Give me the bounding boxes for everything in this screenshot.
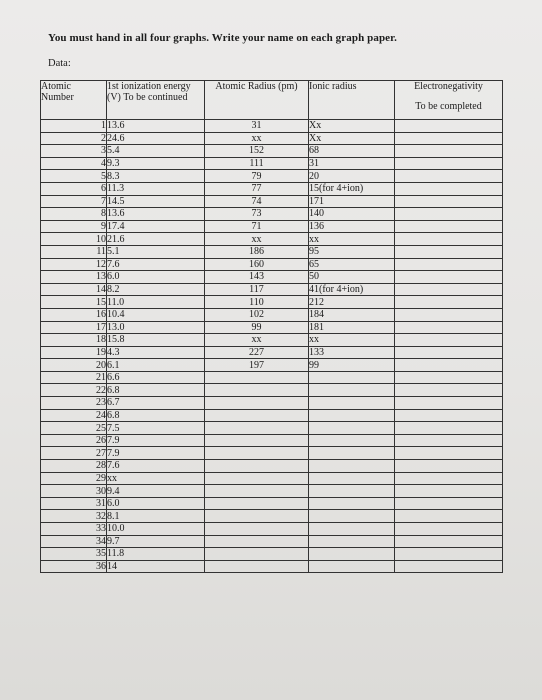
electronegativity-cell [395,245,503,258]
ionization-energy-cell: 6.0 [107,271,205,284]
ionic-radius-cell: 133 [309,346,395,359]
atomic-radius-cell [205,548,309,561]
atomic-radius-cell: 73 [205,208,309,221]
atomic-radius-cell [205,447,309,460]
table-row [41,523,503,536]
atomic-radius-cell: 77 [205,182,309,195]
ionization-energy-cell: 5.4 [107,145,205,158]
electronegativity-cell [395,535,503,548]
atomic-radius-cell: 197 [205,359,309,372]
ionic-radius-cell [309,560,395,573]
atomic-number-cell: 5 [41,170,107,183]
ionization-energy-cell: 9.7 [107,535,205,548]
atomic-number-cell: 36 [41,560,107,573]
table-row [41,485,503,498]
electronegativity-cell [395,485,503,498]
atomic-radius-cell: xx [205,334,309,347]
electronegativity-cell [395,145,503,158]
atomic-number-cell: 29 [41,472,107,485]
ionization-energy-cell: 24.6 [107,132,205,145]
ionic-radius-cell: 184 [309,308,395,321]
ionization-energy-cell: 7.9 [107,434,205,447]
ionization-energy-cell: 13.0 [107,321,205,334]
table-row [41,182,503,195]
ionic-radius-cell: 99 [309,359,395,372]
table-row [41,434,503,447]
header-electronegativity-note: To be completed [415,101,482,112]
table-row [41,296,503,309]
table-row [41,145,503,158]
ionization-energy-cell: 8.3 [107,170,205,183]
ionic-radius-cell: 65 [309,258,395,271]
atomic-radius-cell: 102 [205,308,309,321]
electronegativity-cell [395,220,503,233]
atomic-number-cell: 10 [41,233,107,246]
electronegativity-cell [395,120,503,133]
atomic-number-cell: 27 [41,447,107,460]
ionic-radius-cell: 31 [309,157,395,170]
table-row [41,472,503,485]
atomic-number-cell: 6 [41,182,107,195]
electronegativity-cell [395,208,503,221]
atomic-number-cell: 23 [41,397,107,410]
ionization-energy-cell: 5.1 [107,245,205,258]
atomic-radius-cell [205,397,309,410]
ionization-energy-cell: 6.8 [107,384,205,397]
electronegativity-cell [395,548,503,561]
electronegativity-cell [395,447,503,460]
atomic-number-cell: 30 [41,485,107,498]
atomic-number-cell: 13 [41,271,107,284]
table-row [41,535,503,548]
ionic-radius-cell: Xx [309,120,395,133]
atomic-number-cell: 15 [41,296,107,309]
atomic-radius-cell: 111 [205,157,309,170]
ionic-radius-cell [309,422,395,435]
ionization-energy-cell: 6.6 [107,371,205,384]
ionic-radius-cell: 181 [309,321,395,334]
atomic-radius-cell [205,485,309,498]
atomic-radius-cell: xx [205,132,309,145]
ionization-energy-cell: 9.3 [107,157,205,170]
ionization-energy-cell: 7.5 [107,422,205,435]
ionic-radius-cell: 140 [309,208,395,221]
atomic-number-cell: 21 [41,371,107,384]
atomic-radius-cell [205,460,309,473]
atomic-radius-cell [205,434,309,447]
atomic-radius-cell [205,497,309,510]
table-row [41,157,503,170]
atomic-radius-cell: 99 [205,321,309,334]
ionic-radius-cell: 136 [309,220,395,233]
ionic-radius-cell: 50 [309,271,395,284]
ionization-energy-cell: xx [107,472,205,485]
atomic-number-cell: 4 [41,157,107,170]
atomic-number-cell: 1 [41,120,107,133]
ionic-radius-cell [309,397,395,410]
table-header-row [41,81,503,120]
header-atomic-radius: Atomic Radius (pm) [205,81,309,120]
table-body [41,120,503,573]
electronegativity-cell [395,157,503,170]
electronegativity-cell [395,497,503,510]
electronegativity-cell [395,132,503,145]
atomic-radius-cell: 110 [205,296,309,309]
ionic-radius-cell [309,409,395,422]
data-table [40,80,503,573]
table-row [41,359,503,372]
ionization-energy-cell: 9.4 [107,485,205,498]
table-row [41,397,503,410]
atomic-radius-cell: 74 [205,195,309,208]
ionization-energy-cell: 11.8 [107,548,205,561]
atomic-radius-cell [205,535,309,548]
table-row [41,308,503,321]
header-electronegativity [395,81,503,120]
atomic-radius-cell: 79 [205,170,309,183]
electronegativity-cell [395,359,503,372]
table-row [41,334,503,347]
header-ionic-radius: Ionic radius [309,81,395,120]
atomic-radius-cell [205,523,309,536]
atomic-number-cell: 16 [41,308,107,321]
table-row [41,233,503,246]
ionization-energy-cell: 10.0 [107,523,205,536]
electronegativity-cell [395,296,503,309]
electronegativity-cell [395,321,503,334]
header-electronegativity-title: Electronegativity [414,81,483,92]
atomic-number-cell: 32 [41,510,107,523]
ionic-radius-cell: 171 [309,195,395,208]
electronegativity-cell [395,195,503,208]
ionic-radius-cell [309,497,395,510]
ionization-energy-cell: 14.5 [107,195,205,208]
ionization-energy-cell: 4.3 [107,346,205,359]
atomic-radius-cell [205,560,309,573]
ionic-radius-cell [309,371,395,384]
electronegativity-cell [395,283,503,296]
table-row [41,384,503,397]
ionic-radius-cell: 15(for 4+ion) [309,182,395,195]
table-row [41,321,503,334]
ionization-energy-cell: 17.4 [107,220,205,233]
ionization-energy-cell: 7.6 [107,460,205,473]
table-row [41,346,503,359]
atomic-radius-cell [205,472,309,485]
ionization-energy-cell: 6.1 [107,359,205,372]
ionization-energy-cell: 6.8 [107,409,205,422]
table-row [41,460,503,473]
atomic-number-cell: 14 [41,283,107,296]
ionization-energy-cell: 15.8 [107,334,205,347]
ionization-energy-cell: 11.3 [107,182,205,195]
atomic-radius-cell: 31 [205,120,309,133]
atomic-number-cell: 19 [41,346,107,359]
atomic-number-cell: 9 [41,220,107,233]
table-row [41,258,503,271]
ionization-energy-cell: 7.6 [107,258,205,271]
instructions-heading: You must hand in all four graphs. Write your name on each graph paper. [48,32,397,44]
ionization-energy-cell: 7.9 [107,447,205,460]
ionic-radius-cell: 68 [309,145,395,158]
electronegativity-cell [395,510,503,523]
atomic-radius-cell [205,510,309,523]
electronegativity-cell [395,422,503,435]
ionic-radius-cell [309,485,395,498]
atomic-number-cell: 26 [41,434,107,447]
ionization-energy-cell: 10.4 [107,308,205,321]
atomic-radius-cell: 117 [205,283,309,296]
electronegativity-cell [395,271,503,284]
table-row [41,271,503,284]
table-row [41,170,503,183]
electronegativity-cell [395,460,503,473]
ionic-radius-cell: Xx [309,132,395,145]
table-row [41,371,503,384]
ionic-radius-cell: 41(for 4+ion) [309,283,395,296]
atomic-number-cell: 33 [41,523,107,536]
atomic-radius-cell: 143 [205,271,309,284]
table-row [41,409,503,422]
table-row [41,422,503,435]
electronegativity-cell [395,384,503,397]
electronegativity-cell [395,434,503,447]
electronegativity-cell [395,409,503,422]
table-row [41,497,503,510]
atomic-number-cell: 2 [41,132,107,145]
atomic-radius-cell: xx [205,233,309,246]
data-label: Data: [48,58,71,69]
atomic-number-cell: 20 [41,359,107,372]
table-row [41,548,503,561]
electronegativity-cell [395,170,503,183]
atomic-number-cell: 17 [41,321,107,334]
electronegativity-cell [395,233,503,246]
ionic-radius-cell [309,523,395,536]
ionic-radius-cell [309,460,395,473]
atomic-radius-cell: 152 [205,145,309,158]
ionization-energy-cell: 21.6 [107,233,205,246]
electronegativity-cell [395,308,503,321]
ionic-radius-cell [309,384,395,397]
atomic-number-cell: 3 [41,145,107,158]
atomic-number-cell: 22 [41,384,107,397]
ionization-energy-cell: 6.0 [107,497,205,510]
electronegativity-cell [395,397,503,410]
ionic-radius-cell [309,535,395,548]
atomic-radius-cell: 186 [205,245,309,258]
ionization-energy-cell: 11.0 [107,296,205,309]
atomic-radius-cell [205,422,309,435]
ionic-radius-cell: 212 [309,296,395,309]
table-row [41,208,503,221]
table-row [41,195,503,208]
ionization-energy-cell: 14 [107,560,205,573]
atomic-number-cell: 18 [41,334,107,347]
ionization-energy-cell: 6.7 [107,397,205,410]
table-row [41,120,503,133]
ionic-radius-cell [309,548,395,561]
ionic-radius-cell [309,510,395,523]
electronegativity-cell [395,258,503,271]
table-row [41,220,503,233]
table-row [41,245,503,258]
ionic-radius-cell: 20 [309,170,395,183]
electronegativity-cell [395,560,503,573]
ionization-energy-cell: 13.6 [107,120,205,133]
atomic-number-cell: 34 [41,535,107,548]
atomic-number-cell: 28 [41,460,107,473]
atomic-number-cell: 25 [41,422,107,435]
electronegativity-cell [395,472,503,485]
atomic-number-cell: 31 [41,497,107,510]
atomic-number-cell: 11 [41,245,107,258]
electronegativity-cell [395,182,503,195]
table-row [41,560,503,573]
atomic-number-cell: 8 [41,208,107,221]
atomic-radius-cell [205,384,309,397]
atomic-radius-cell: 227 [205,346,309,359]
electronegativity-cell [395,346,503,359]
table-row [41,510,503,523]
header-atomic-number: Atomic Number [41,81,107,120]
table-row [41,132,503,145]
atomic-number-cell: 24 [41,409,107,422]
header-ionization-energy: 1st ionization energy (V) To be continued [107,81,205,120]
ionic-radius-cell [309,447,395,460]
atomic-number-cell: 7 [41,195,107,208]
ionization-energy-cell: 8.2 [107,283,205,296]
atomic-radius-cell: 160 [205,258,309,271]
ionic-radius-cell: xx [309,233,395,246]
atomic-radius-cell [205,409,309,422]
electronegativity-cell [395,371,503,384]
ionic-radius-cell [309,472,395,485]
ionization-energy-cell: 8.1 [107,510,205,523]
ionic-radius-cell: xx [309,334,395,347]
atomic-radius-cell: 71 [205,220,309,233]
electronegativity-cell [395,334,503,347]
table-row [41,283,503,296]
atomic-radius-cell [205,371,309,384]
ionic-radius-cell: 95 [309,245,395,258]
atomic-number-cell: 12 [41,258,107,271]
electronegativity-cell [395,523,503,536]
ionic-radius-cell [309,434,395,447]
table-row [41,447,503,460]
ionization-energy-cell: 13.6 [107,208,205,221]
atomic-number-cell: 35 [41,548,107,561]
